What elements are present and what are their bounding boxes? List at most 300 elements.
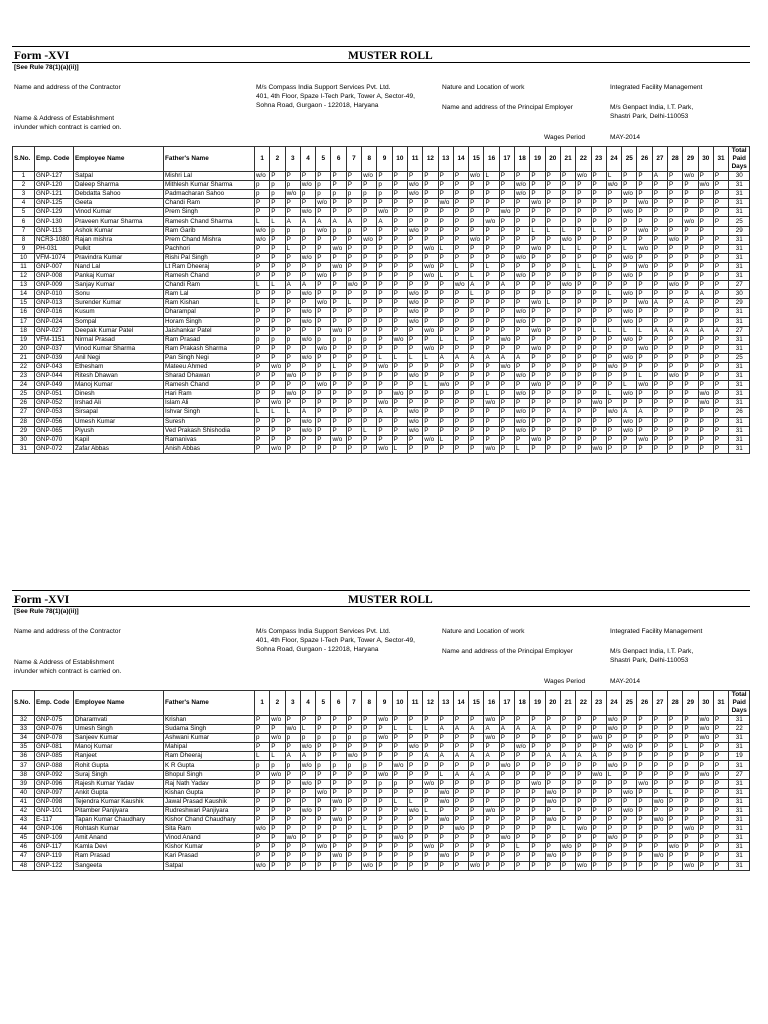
attendance-cell: P (316, 408, 331, 417)
emp-code-cell: GNP-096 (35, 779, 74, 788)
attendance-cell: P (545, 217, 560, 226)
total-paid-days-cell: 19 (729, 752, 750, 761)
attendance-cell: P (637, 843, 652, 852)
attendance-cell: P (698, 362, 713, 371)
attendance-cell: w/o (362, 172, 377, 181)
attendance-cell: P (377, 290, 392, 299)
attendance-cell: P (668, 253, 683, 262)
employee-name-cell: Geeta (74, 199, 164, 208)
attendance-cell: w/o (453, 281, 468, 290)
col-header-day: 29 (683, 691, 698, 716)
total-paid-days-cell: 31 (729, 797, 750, 806)
attendance-cell: P (377, 335, 392, 344)
attendance-cell: P (515, 326, 530, 335)
attendance-cell: w/o (392, 335, 407, 344)
attendance-cell: P (362, 317, 377, 326)
col-header-day: 12 (423, 691, 438, 716)
employee-name-cell: Manoj Kumar (74, 743, 164, 752)
attendance-cell: L (560, 825, 575, 834)
employee-name-cell: Pankaj Kumar (74, 272, 164, 281)
attendance-cell: P (668, 797, 683, 806)
attendance-cell: P (668, 299, 683, 308)
attendance-cell: p (362, 734, 377, 743)
attendance-cell: w/o (285, 372, 300, 381)
attendance-cell: P (637, 317, 652, 326)
attendance-cell: P (530, 861, 545, 870)
attendance-cell: P (453, 788, 468, 797)
attendance-cell: P (560, 253, 575, 262)
attendance-cell: P (560, 852, 575, 861)
attendance-cell: L (407, 725, 422, 734)
attendance-cell: P (453, 444, 468, 453)
attendance-cell: w/o (622, 308, 637, 317)
attendance-cell: P (576, 372, 591, 381)
attendance-cell: P (316, 290, 331, 299)
attendance-cell: P (407, 788, 422, 797)
attendance-cell: P (469, 743, 484, 752)
father-name-cell: Ramanivas (164, 435, 255, 444)
attendance-cell: P (713, 190, 728, 199)
attendance-cell: P (560, 317, 575, 326)
attendance-cell: P (668, 208, 683, 217)
father-name-cell: Sita Ram (164, 825, 255, 834)
employee-name-cell: Kamla Devi (74, 843, 164, 852)
emp-code-cell: GNP-109 (35, 834, 74, 843)
attendance-cell: P (591, 172, 606, 181)
sno-cell: 9 (13, 244, 35, 253)
attendance-cell: L (346, 299, 361, 308)
attendance-cell: w/o (484, 444, 499, 453)
attendance-cell: P (530, 272, 545, 281)
attendance-cell: P (515, 852, 530, 861)
attendance-cell: P (698, 788, 713, 797)
attendance-cell: P (606, 235, 621, 244)
attendance-cell: P (407, 335, 422, 344)
attendance-cell: P (560, 353, 575, 362)
attendance-cell: A (285, 217, 300, 226)
attendance-cell: w/o (622, 743, 637, 752)
attendance-cell: P (377, 426, 392, 435)
attendance-cell: P (713, 281, 728, 290)
attendance-cell: w/o (637, 299, 652, 308)
attendance-cell: P (622, 172, 637, 181)
attendance-cell: P (469, 825, 484, 834)
attendance-cell: L (453, 335, 468, 344)
attendance-cell: P (698, 172, 713, 181)
attendance-cell: P (606, 806, 621, 815)
sno-cell: 34 (13, 734, 35, 743)
attendance-cell: P (530, 816, 545, 825)
attendance-cell: P (346, 272, 361, 281)
attendance-cell: P (713, 843, 728, 852)
attendance-cell: P (285, 435, 300, 444)
sno-cell: 35 (13, 743, 35, 752)
attendance-cell: A (698, 326, 713, 335)
attendance-cell: L (423, 381, 438, 390)
total-paid-days-cell: 31 (729, 344, 750, 353)
sno-cell: 36 (13, 752, 35, 761)
attendance-cell: P (484, 408, 499, 417)
attendance-cell: P (316, 235, 331, 244)
attendance-cell: P (530, 426, 545, 435)
col-header-day: 3 (285, 147, 300, 172)
attendance-cell: p (270, 190, 285, 199)
attendance-cell: w/o (423, 272, 438, 281)
attendance-cell: A (668, 326, 683, 335)
attendance-cell: w/o (515, 390, 530, 399)
total-paid-days-cell: 31 (729, 834, 750, 843)
total-paid-days-cell: 31 (729, 716, 750, 725)
attendance-cell: P (316, 262, 331, 271)
emp-code-cell: GNP-088 (35, 761, 74, 770)
total-paid-days-cell: 29 (729, 299, 750, 308)
attendance-cell: P (346, 743, 361, 752)
attendance-cell: P (362, 281, 377, 290)
attendance-cell: P (362, 208, 377, 217)
employee-name-cell: Sonu (74, 290, 164, 299)
attendance-cell: P (270, 725, 285, 734)
father-name-cell: Ram Garib (164, 226, 255, 235)
emp-code-cell: GNP-097 (35, 788, 74, 797)
attendance-cell: P (255, 308, 270, 317)
attendance-cell: P (484, 208, 499, 217)
attendance-cell: P (560, 861, 575, 870)
establishment-label (14, 114, 121, 132)
attendance-cell: L (560, 806, 575, 815)
attendance-cell: P (484, 190, 499, 199)
attendance-cell: P (407, 825, 422, 834)
attendance-cell: P (698, 825, 713, 834)
employer-line-1: M/s Genpact India, I.T. Park, (610, 104, 694, 111)
attendance-cell: P (362, 353, 377, 362)
attendance-cell: P (469, 390, 484, 399)
emp-code-cell: GNP-008 (35, 272, 74, 281)
attendance-cell: p (346, 335, 361, 344)
attendance-cell: P (515, 290, 530, 299)
attendance-cell: P (591, 199, 606, 208)
attendance-cell: A (713, 326, 728, 335)
attendance-cell: w/o (484, 716, 499, 725)
attendance-cell: P (285, 381, 300, 390)
attendance-cell: w/o (377, 716, 392, 725)
attendance-cell: P (285, 816, 300, 825)
attendance-cell: P (683, 816, 698, 825)
attendance-cell: P (637, 716, 652, 725)
attendance-cell: P (438, 743, 453, 752)
attendance-cell: P (622, 725, 637, 734)
total-paid-days-cell: 31 (729, 806, 750, 815)
attendance-cell: P (407, 761, 422, 770)
attendance-cell: P (499, 199, 514, 208)
emp-code-cell: GNP-119 (35, 852, 74, 861)
attendance-cell: P (362, 362, 377, 371)
attendance-cell: P (576, 408, 591, 417)
attendance-cell: P (300, 235, 315, 244)
emp-code-cell: GNP-070 (35, 435, 74, 444)
attendance-cell: P (484, 435, 499, 444)
attendance-cell: P (392, 235, 407, 244)
attendance-cell: L (255, 217, 270, 226)
attendance-cell: P (407, 779, 422, 788)
table-row (13, 262, 750, 271)
attendance-cell: P (698, 435, 713, 444)
contractor-line-2: 401, 4th Floor, Spaze I-Tech Park, Tower A, Sector-49, (256, 93, 415, 100)
attendance-cell: P (270, 381, 285, 390)
attendance-cell: P (668, 734, 683, 743)
employee-name-cell: Sanjeev Kumar (74, 734, 164, 743)
attendance-cell: P (652, 734, 667, 743)
attendance-cell: P (300, 843, 315, 852)
attendance-cell: P (346, 852, 361, 861)
attendance-cell: P (255, 262, 270, 271)
attendance-cell: P (285, 362, 300, 371)
attendance-cell: P (300, 797, 315, 806)
attendance-cell: P (637, 181, 652, 190)
col-header-father-name: Father's Name (164, 147, 255, 172)
attendance-cell: P (407, 435, 422, 444)
attendance-cell: P (683, 426, 698, 435)
attendance-cell: P (683, 199, 698, 208)
attendance-cell: P (576, 390, 591, 399)
attendance-cell: w/o (392, 390, 407, 399)
attendance-cell: P (453, 372, 468, 381)
attendance-cell: P (499, 770, 514, 779)
attendance-cell: P (300, 825, 315, 834)
attendance-cell: P (591, 743, 606, 752)
attendance-cell: w/o (438, 788, 453, 797)
attendance-cell: p (255, 335, 270, 344)
attendance-cell: P (270, 262, 285, 271)
attendance-cell: P (331, 281, 346, 290)
attendance-cell: L (255, 299, 270, 308)
attendance-cell: P (713, 816, 728, 825)
attendance-cell: P (377, 861, 392, 870)
attendance-cell: P (652, 825, 667, 834)
attendance-cell: P (545, 417, 560, 426)
attendance-cell: P (285, 353, 300, 362)
col-header-day: 7 (346, 147, 361, 172)
attendance-cell: P (362, 326, 377, 335)
attendance-cell: P (515, 861, 530, 870)
attendance-cell: P (530, 852, 545, 861)
total-paid-days-cell: 27 (729, 281, 750, 290)
attendance-cell: w/o (407, 743, 422, 752)
attendance-cell: w/o (407, 181, 422, 190)
attendance-cell: P (576, 734, 591, 743)
attendance-cell: P (300, 399, 315, 408)
attendance-cell: P (392, 806, 407, 815)
attendance-cell: P (407, 734, 422, 743)
attendance-cell: P (300, 272, 315, 281)
attendance-cell: p (270, 761, 285, 770)
attendance-cell: P (346, 262, 361, 271)
attendance-cell: P (698, 843, 713, 852)
col-header-father-name: Father's Name (164, 691, 255, 716)
attendance-cell: P (484, 816, 499, 825)
attendance-cell: P (407, 208, 422, 217)
attendance-cell: P (285, 235, 300, 244)
attendance-cell: w/o (300, 253, 315, 262)
attendance-cell: P (698, 797, 713, 806)
attendance-cell: P (576, 779, 591, 788)
attendance-cell: P (316, 861, 331, 870)
attendance-cell: P (316, 372, 331, 381)
attendance-cell: P (469, 190, 484, 199)
father-name-cell: Sharad Dhawan (164, 372, 255, 381)
attendance-cell: A (423, 752, 438, 761)
emp-code-cell: GNP-010 (35, 290, 74, 299)
employee-name-cell: Daleep Sharma (74, 181, 164, 190)
attendance-cell: P (622, 852, 637, 861)
col-header-day: 14 (453, 147, 468, 172)
table-row (13, 308, 750, 317)
attendance-cell: P (285, 426, 300, 435)
attendance-cell: L (362, 426, 377, 435)
attendance-cell: P (622, 199, 637, 208)
attendance-cell: P (255, 326, 270, 335)
attendance-cell: w/o (484, 399, 499, 408)
attendance-cell: P (484, 362, 499, 371)
sno-cell: 21 (13, 353, 35, 362)
attendance-cell: P (423, 743, 438, 752)
total-paid-days-cell: 31 (729, 199, 750, 208)
col-header-day: 8 (362, 691, 377, 716)
attendance-cell: P (316, 716, 331, 725)
attendance-cell: P (683, 435, 698, 444)
table-row (13, 852, 750, 861)
col-header-day: 29 (683, 147, 698, 172)
attendance-cell: P (255, 852, 270, 861)
attendance-cell: P (606, 272, 621, 281)
attendance-cell: P (499, 743, 514, 752)
attendance-cell: A (300, 281, 315, 290)
attendance-cell: P (316, 770, 331, 779)
attendance-cell: L (484, 262, 499, 271)
attendance-cell: P (698, 199, 713, 208)
col-header-total-paid-days: Total Paid Days (729, 691, 750, 716)
table-row (13, 770, 750, 779)
attendance-cell: P (331, 235, 346, 244)
employee-name-cell: Vinod Kumar Sharma (74, 344, 164, 353)
attendance-cell: P (683, 788, 698, 797)
attendance-cell: P (683, 190, 698, 199)
attendance-cell: P (423, 716, 438, 725)
attendance-cell: P (606, 788, 621, 797)
attendance-cell: P (270, 172, 285, 181)
attendance-cell: w/o (515, 372, 530, 381)
attendance-cell: P (515, 226, 530, 235)
attendance-cell: P (637, 725, 652, 734)
attendance-cell: P (469, 344, 484, 353)
emp-code-cell: GNP-052 (35, 399, 74, 408)
attendance-cell: P (591, 834, 606, 843)
attendance-cell: P (530, 716, 545, 725)
col-header-day: 24 (606, 691, 621, 716)
attendance-cell: P (713, 244, 728, 253)
attendance-cell: P (622, 226, 637, 235)
attendance-cell: P (591, 353, 606, 362)
attendance-cell: A (331, 217, 346, 226)
col-header-day: 31 (713, 147, 728, 172)
attendance-cell: P (683, 372, 698, 381)
attendance-cell: p (331, 335, 346, 344)
attendance-cell: P (637, 172, 652, 181)
emp-code-cell: PH-031 (35, 244, 74, 253)
attendance-cell: w/o (377, 399, 392, 408)
attendance-cell: P (698, 244, 713, 253)
attendance-cell: P (530, 262, 545, 271)
attendance-cell: P (545, 734, 560, 743)
attendance-cell: P (683, 362, 698, 371)
attendance-cell: p (346, 761, 361, 770)
attendance-cell: P (560, 816, 575, 825)
attendance-cell: A (285, 281, 300, 290)
attendance-cell: P (270, 353, 285, 362)
attendance-cell: P (652, 190, 667, 199)
attendance-cell: P (530, 417, 545, 426)
muster-roll-heading: MUSTER ROLL (348, 50, 433, 62)
attendance-cell: P (346, 426, 361, 435)
attendance-cell: P (453, 843, 468, 852)
attendance-cell: w/o (407, 417, 422, 426)
attendance-cell: P (316, 444, 331, 453)
attendance-cell: P (285, 399, 300, 408)
nature-label: Nature and Location of work (442, 628, 525, 635)
emp-code-cell: GNP-085 (35, 752, 74, 761)
attendance-cell: P (255, 417, 270, 426)
attendance-cell: P (622, 362, 637, 371)
attendance-cell: P (545, 172, 560, 181)
emp-code-cell: GNP-039 (35, 353, 74, 362)
attendance-cell: P (346, 861, 361, 870)
attendance-cell: P (683, 235, 698, 244)
attendance-cell: P (499, 417, 514, 426)
attendance-cell: P (331, 372, 346, 381)
attendance-cell: A (453, 353, 468, 362)
attendance-cell: P (362, 226, 377, 235)
attendance-cell: w/o (637, 199, 652, 208)
attendance-cell: P (270, 390, 285, 399)
attendance-cell: L (423, 806, 438, 815)
attendance-cell: P (637, 399, 652, 408)
attendance-cell: P (591, 290, 606, 299)
attendance-cell: w/o (545, 797, 560, 806)
table-row (13, 435, 750, 444)
attendance-cell: P (591, 308, 606, 317)
attendance-cell: P (362, 244, 377, 253)
attendance-cell: P (637, 217, 652, 226)
attendance-cell: P (698, 852, 713, 861)
emp-code-cell: GNP-130 (35, 217, 74, 226)
attendance-cell: L (606, 770, 621, 779)
attendance-cell: P (530, 335, 545, 344)
attendance-cell: L (683, 743, 698, 752)
sno-cell: 30 (13, 435, 35, 444)
attendance-cell: P (392, 308, 407, 317)
attendance-cell: P (637, 806, 652, 815)
attendance-cell: P (637, 272, 652, 281)
attendance-cell: p (362, 335, 377, 344)
attendance-cell: P (346, 199, 361, 208)
col-header-day: 31 (713, 691, 728, 716)
attendance-cell: L (637, 326, 652, 335)
col-header-sno: S.No. (13, 691, 35, 716)
employee-name-cell: Anil Negi (74, 353, 164, 362)
attendance-cell: w/o (606, 362, 621, 371)
attendance-cell: P (637, 281, 652, 290)
col-header-day: 9 (377, 147, 392, 172)
attendance-cell: P (499, 326, 514, 335)
